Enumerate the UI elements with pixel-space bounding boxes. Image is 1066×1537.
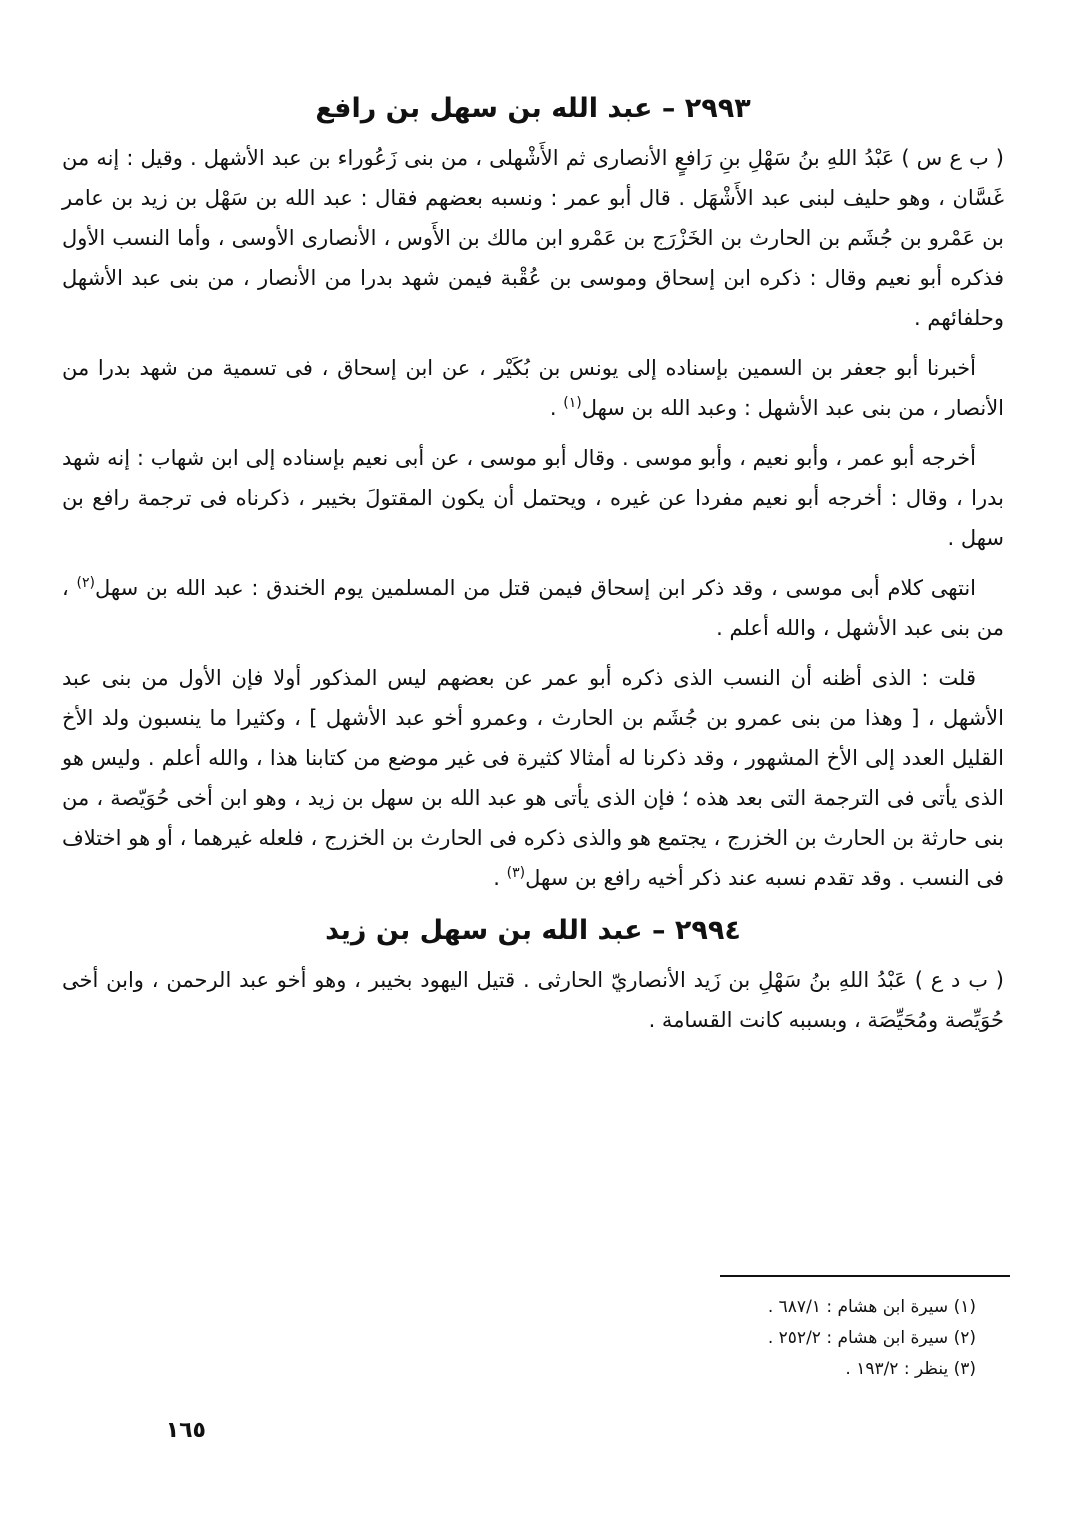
entry-2993-paragraph-4-text: انتهى كلام أبى موسى ، وقد ذكر ابن إسحاق فيمن قتل من المسلمين يوم الخندق : عبد الله بن سهل [95,576,977,600]
entry-2993-paragraph-2 [62,348,1004,428]
entry-2994-paragraph-1: ( ب د ع ) عَبْدُ اللهِ بنُ سَهْلِ بن زَيد الأنصاريّ الحارثى . قتيل اليهود بخيبر ، وهو أخو عبد الرحمن ، وابن أخى حُوَيِّصة ومُحَيِّصَة ، وبسببه كانت القسامة . [62,968,1004,1032]
entry-2993-paragraph-4-end: ، من بنى عبد الأشهل ، والله أعلم . [62,576,1004,640]
entry-2993-paragraph-2-end: . [549,396,564,420]
footnote-2: (٢) سيرة ابن هشام : ٢٥٢/٢ . [767,1328,976,1348]
entry-2993-paragraph-5-end: . [493,866,507,890]
entry-2993-paragraph-5 [62,658,1004,898]
footnote-ref-2: (٢) [76,575,96,591]
entry-2993-paragraph-3: أخرجه أبو عمر ، وأبو نعيم ، وأبو موسى . وقال أبو موسى ، عن أبى نعيم بإسناده إلى ابن شهاب : إنه شهد بدرا ، وقال : أخرجه أبو نعيم مفردا عن غيره ، ويحتمل أن يكون المقتولَ بخيبر ، ذكرناه فى ترجمة رافع بن سهل . [62,446,1004,550]
entry-2993-paragraph-1: ( ب ع س ) عَبْدُ اللهِ بنُ سَهْلِ بنِ رَافعٍ الأنصارى ثم الأَشْهلى ، من بنى زَعُوراء بن عبد الأشهل . وقيل : إنه من غَسَّان ، وهو حليف لبنى عبد الأَشْهَل . قال أبو عمر : ونسبه بعضهم فقال : عبد الله بن سَهْل بن زيد بن عامر بن عَمْرو بن جُشَم بن الحارث بن الخَزْرَج بن عَمْرو ابن مالك بن الأَوس ، الأنصارى الأوسى ، وأما النسب الأول فذكره أبو نعيم وقال : ذكره ابن إسحاق وموسى بن عُقْبة فيمن شهد بدرا من الأنصار ، من بنى عبد الأشهل وحلفائهم . [62,146,1004,330]
footnote-1: (١) سيرة ابن هشام : ٦٨٧/١ . [767,1297,976,1317]
entry-2993-paragraph-5-text: قلت : الذى أظنه أن النسب الذى ذكره أبو عمر عن بعضهم ليس المذكور أولا فإن الأول من بنى عبد الأشهل ، [ وهذا من بنى عمرو بن جُشَم بن الحارث ، وعمرو أخو عبد الأشهل ] ، وكثيرا ما ينسبون ولد الأخ القليل العدد إلى الأخ المشهور ، وقد ذكرنا له أمثالا كثيرة فى غير موضع من كتابنا هذا ، والله أعلم . وليس هو الذى يأتى فى الترجمة التى بعد هذه ؛ فإن الذى يأتى هو عبد الله بن سهل بن زيد ، وهو ابن أخى حُوَيّصة ، من بنى حارثة بن الحارث بن الخزرج ، يجتمع هو والذى ذكره فى الحارث بن الخزرج ، فلعله غيرهما ، أو هو اختلاف فى النسب . وقد تقدم نسبه عند ذكر أخيه رافع بن سهل [62,666,1004,890]
entry-2994-title: ٢٩٩٤ – عبد الله بن سهل بن زيد [325,915,741,946]
entry-2993-title: ٢٩٩٣ – عبد الله بن سهل بن رافع [315,93,751,124]
page-number: ١٦٥ [165,1418,206,1443]
footnotes [556,1292,976,1385]
entry-2993-paragraph-4 [62,568,1004,648]
footnote-divider [720,1275,1010,1277]
entry-2993-paragraph-2-text: أخبرنا أبو جعفر بن السمين بإسناده إلى يونس بن بُكَيْر ، عن ابن إسحاق ، فى تسمية من شهد بدرا من الأنصار ، من بنى عبد الأشهل : وعبد الله بن سهل [62,356,1004,420]
footnote-ref-3: (٣) [506,865,526,881]
footnote-ref-1: (١) [563,395,582,411]
footnote-3: (٣) ينظر : ١٩٣/٢ . [845,1359,976,1379]
